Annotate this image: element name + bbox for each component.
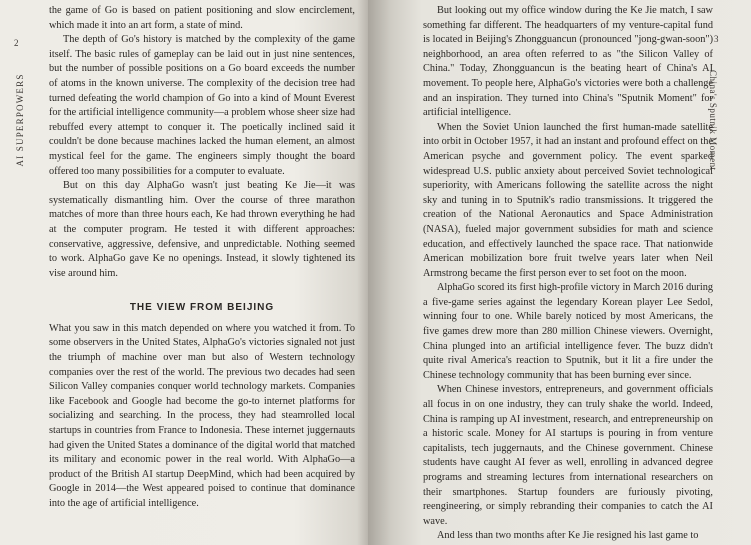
left-paragraph-3: But on this day AlphaGo wasn't just beating Ke Jie—it was systematically dismantling him. Over the course of three marathon matches of more than three hours each, Ke had thrown everything he had at the computer program. He tested it with different approaches: conservative, aggressive, defensive, and unpredictable. Nothing seemed to work. AlphaGo gave Ke no openings. Instead, it slowly tightened its vise around him. bbox=[49, 180, 355, 279]
left-page bbox=[0, 0, 368, 545]
left-paragraph-2: The depth of Go's history is matched by the complexity of the game itself. The basic rules of gameplay can be laid out in just nine sentences, but the number of possible positions on a Go board exceeds the number of atoms in the known universe. The complexity of the decision tree had turned defeating the world champion of Go into a kind of Mount Everest for the artificial intelligence community—a problem whose sheer size had rebuffed every attempt to conquer it. The poetically inclined said it couldn't be done because machines lacked the human element, an almost mystical feel for the game. The engineers simply thought the board offered too many possibilities for a computer to evaluate. bbox=[49, 34, 355, 177]
left-page-text bbox=[49, 4, 355, 512]
section-spacer bbox=[49, 281, 355, 301]
right-paragraph-3: AlphaGo scored its first high-profile victory in March 2016 during a five-game series against the legendary Korean player Lee Sedol, winning four to one. While barely noticed by most Americans, the five games drew more than 280 million Chinese viewers. Overnight, China plunged into an artificial intelligence fever. The buzz didn't quite rival America's reaction to Sputnik, but it lit a fire under the Chinese technology community that has been burning ever since. bbox=[423, 282, 713, 381]
left-paragraph-1: the game of Go is based on patient positioning and slow encirclement, which made it into an art form, a state of mind. bbox=[49, 5, 355, 31]
left-section-paragraph: What you saw in this match depended on where you watched it from. To some observers in the United States, AlphaGo's victories signaled not just the triumph of machine over man but also of Western technology companies over the rest of the world. The previous two decades had seen Silicon Valley companies conquer world technology markets. Companies like Facebook and Google had become the go-to internet platforms for socializing and searching. In the process, they had steamrolled local startups in countries from France to Indonesia. These internet juggernauts had given the United States a dominance of the digital world that matched its military and economic power in the real world. With AlphaGo—a product of the British AI startup DeepMind, which had been acquired by Google in 2014—the West appeared poised to continue that dominance into the age of artificial intelligence. bbox=[49, 322, 355, 509]
right-paragraph-5: And less than two months after Ke Jie resigned his last game to bbox=[437, 530, 699, 542]
right-running-head: China's Sputnik Moment bbox=[708, 70, 718, 171]
right-page-text bbox=[423, 4, 713, 544]
section-heading: THE VIEW FROM BEIJING bbox=[129, 302, 275, 314]
right-paragraph-4: When Chinese investors, entrepreneurs, and government officials all focus in on one industry, they can truly shake the world. Indeed, China is ramping up AI investment, research, and entrepreneurship on a historic scale. Money for AI startups is pouring in from venture capitalists, tech juggernauts, and the Chinese government. Chinese students have caught AI fever as well, enrolling in advanced degree programs and streaming lectures from international researchers on their smartphones. Startup founders are furiously pivoting, reengineering, or simply rebranding their companies to catch the AI wave. bbox=[423, 384, 713, 527]
left-page-number: 2 bbox=[14, 38, 19, 48]
right-page-number: 3 bbox=[714, 34, 719, 44]
left-running-head: AI SUPERPOWERS bbox=[15, 73, 25, 167]
right-paragraph-2: When the Soviet Union launched the first human-made satellite into orbit in October 1957, it had an instant and profound effect on the American psyche and government policy. The event sparked widespread U.S. public anxiety about perceived Soviet technological superiority, with Americans following the satellite across the night sky and tuning in to Sputnik's radio transmissions. It triggered the creation of the National Aeronautics and Space Administration (NASA), fueled major government subsidies for math and science education, and effectively launched the space race. That nationwide American mobilization bore fruit twelve years later when Neil Armstrong became the first person ever to set foot on the moon. bbox=[423, 121, 713, 279]
right-paragraph-1: But looking out my office window during the Ke Jie match, I saw something far different. The headquarters of my venture-capital fund is located in Beijing's Zhongguancun (pronounced "jong-gwan-soon") neighborhood, an area often referred to as "the Silicon Valley of China." Today, Zhongguancun is the beating heart of China's AI movement. To people here, AlphaGo's victories were both a challenge and an inspiration. They turned into China's "Sputnik Moment" for artificial intelligence. bbox=[423, 5, 713, 119]
right-page bbox=[368, 0, 751, 545]
